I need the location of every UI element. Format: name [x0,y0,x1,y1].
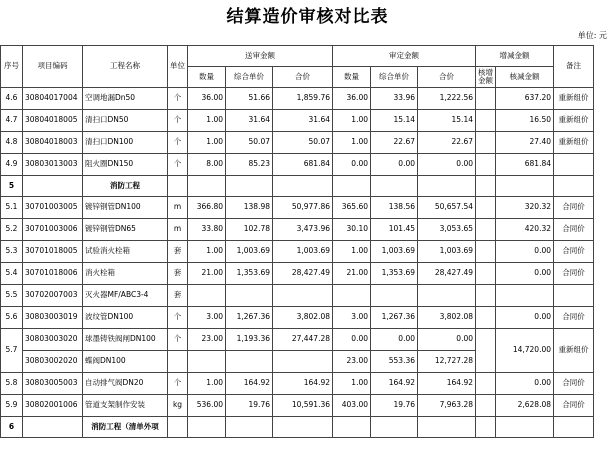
cell-approved-qty: 30.10 [333,219,371,241]
cell-sent-price: 1,353.69 [226,263,273,285]
cell-unit: 个 [168,373,188,395]
page-title: 结算造价审核对比表 [226,7,389,27]
cell-sent-price: 19.76 [226,395,273,417]
cell-sent-qty: 1.00 [188,241,226,263]
cell-unit: 个 [168,110,188,132]
cell-unit: 个 [168,307,188,329]
cell-unit: m [168,219,188,241]
cell-sent-qty: 1.00 [188,132,226,154]
cell-sent-total: 3,802.08 [273,307,333,329]
cell-approved-price: 33.96 [371,88,418,110]
cell-seq: 5.2 [1,219,23,241]
cell-approved-total: 164.92 [418,373,476,395]
cell-empty [418,176,476,197]
cell-approved-qty: 23.00 [333,351,371,373]
cell-code: 30803003020 [23,329,83,351]
cell-seq: 5.5 [1,285,23,307]
cell-remark [554,154,594,176]
cell-approved-total: 1,003.69 [418,241,476,263]
cell-verify-amount [476,110,496,132]
cell-sent-qty: 366.80 [188,197,226,219]
cell-unit: 套 [168,263,188,285]
cell-remark: 合同价 [554,263,594,285]
cell-sent-total: 164.92 [273,373,333,395]
cell-decrease-amount: 0.00 [496,241,554,263]
cell-approved-total: 0.00 [418,154,476,176]
cell-seq: 5.6 [1,307,23,329]
cell-name: 消防工程（清单外项 [83,417,168,438]
cell-sent-total: 1,003.69 [273,241,333,263]
cell-name: 镀锌钢管DN100 [83,197,168,219]
cell-name: 镀锌钢管DN65 [83,219,168,241]
cell-decrease-amount: 16.50 [496,110,554,132]
cell-seq: 5.9 [1,395,23,417]
cell-sent-total: 3,473.96 [273,219,333,241]
cell-seq: 6 [1,417,23,438]
cell-approved-total: 7,963.28 [418,395,476,417]
cell-unit: 套 [168,241,188,263]
header-unit: 单位 [168,46,188,88]
cell-name: 球墨铸铁阀闸DN100 [83,329,168,351]
cell-approved-price: 1,267.36 [371,307,418,329]
table-row [1,285,594,307]
cell-approved-qty: 1.00 [333,132,371,154]
header-approved-qty: 数量 [333,67,371,88]
cell-empty [371,417,418,438]
header-approved-group: 审定金额 [333,46,476,67]
table-row [1,154,594,176]
cell-approved-price: 1,003.69 [371,241,418,263]
cell-code: 30803013003 [23,154,83,176]
cell-empty [226,176,273,197]
cell-sent-total [273,351,333,373]
cell-remark: 合同价 [554,307,594,329]
cell-sent-price: 51.66 [226,88,273,110]
cell-approved-qty [333,285,371,307]
cell-remark [554,285,594,307]
cell-decrease-amount: 14,720.00 [496,329,554,373]
cell-decrease-amount: 420.32 [496,219,554,241]
cell-approved-qty: 403.00 [333,395,371,417]
cell-verify-amount [476,132,496,154]
cell-empty [273,176,333,197]
cell-approved-total: 50,657.54 [418,197,476,219]
cell-name: 空调地漏Dn50 [83,88,168,110]
cell-sent-price [226,351,273,373]
cell-code: 30803002020 [23,351,83,373]
cell-approved-qty: 21.00 [333,263,371,285]
header-change-group: 增减金额 [476,46,554,67]
cell-approved-total: 28,427.49 [418,263,476,285]
cell-verify-amount [476,285,496,307]
cell-name: 波纹管DN100 [83,307,168,329]
cell-sent-qty: 36.00 [188,88,226,110]
cell-verify-amount [476,197,496,219]
header-code: 项目编码 [23,46,83,88]
cell-sent-price: 102.78 [226,219,273,241]
cell-sent-total: 28,427.49 [273,263,333,285]
header-remark: 备注 [554,46,594,88]
cell-sent-qty: 23.00 [188,329,226,351]
cell-approved-price [371,285,418,307]
cell-name: 灭火器MF/ABC3-4 [83,285,168,307]
table-row [1,329,594,351]
cell-empty [226,417,273,438]
header-sent-group: 送审金额 [188,46,333,67]
cell-seq: 5.3 [1,241,23,263]
table-row [1,197,594,219]
cell-sent-total: 27,447.28 [273,329,333,351]
cell-approved-price: 22.67 [371,132,418,154]
cell-verify-amount [476,395,496,417]
cell-seq: 4.9 [1,154,23,176]
cell-sent-qty [188,285,226,307]
cell-code [23,417,83,438]
table-row [1,241,594,263]
cell-unit: 个 [168,132,188,154]
cell-seq: 5.1 [1,197,23,219]
table-row [1,219,594,241]
cell-unit [168,351,188,373]
cell-empty [476,417,496,438]
cell-sent-total: 1,859.76 [273,88,333,110]
cell-sent-price: 85.23 [226,154,273,176]
cell-sent-total: 50,977.86 [273,197,333,219]
cell-code: 30803005003 [23,373,83,395]
cell-empty [476,176,496,197]
cell-unit: 个 [168,154,188,176]
unit-label: 单位: 元 [577,31,607,40]
cell-sent-total: 31.64 [273,110,333,132]
header-seq: 序号 [1,46,23,88]
cell-seq: 4.7 [1,110,23,132]
cell-empty [273,417,333,438]
table-row [1,132,594,154]
cell-approved-price: 164.92 [371,373,418,395]
cell-approved-qty: 36.00 [333,88,371,110]
cell-decrease-amount: 637.20 [496,88,554,110]
cell-approved-qty: 365.60 [333,197,371,219]
cell-remark: 合同价 [554,241,594,263]
cell-remark: 重新组价 [554,329,594,373]
cell-approved-qty: 1.00 [333,110,371,132]
cell-sent-qty: 1.00 [188,373,226,395]
cell-verify-amount [476,241,496,263]
cell-approved-price: 101.45 [371,219,418,241]
cell-seq: 5 [1,176,23,197]
table-row [1,307,594,329]
table-row [1,395,594,417]
cell-name: 消防工程 [83,176,168,197]
cell-seq: 5.7 [1,329,23,373]
cell-sent-qty: 1.00 [188,110,226,132]
cell-decrease-amount: 0.00 [496,373,554,395]
cell-approved-price: 19.76 [371,395,418,417]
cell-code: 30701018005 [23,241,83,263]
cell-decrease-amount: 2,628.08 [496,395,554,417]
cell-code: 30804018005 [23,110,83,132]
cell-code: 30804018003 [23,132,83,154]
cell-remark: 合同价 [554,373,594,395]
cell-code: 30701003006 [23,219,83,241]
cell-name: 清扫口DN100 [83,132,168,154]
cell-empty [168,417,188,438]
cell-approved-price: 553.36 [371,351,418,373]
cell-sent-price: 1,003.69 [226,241,273,263]
header-decrease-amount: 核减金额 [496,67,554,88]
cell-approved-qty: 0.00 [333,154,371,176]
cell-code: 30701018006 [23,263,83,285]
cell-name: 管道支架制作安装 [83,395,168,417]
cell-verify-amount [476,373,496,395]
cell-sent-price: 138.98 [226,197,273,219]
cell-approved-total: 3,802.08 [418,307,476,329]
cell-remark: 合同价 [554,197,594,219]
cell-approved-price: 138.56 [371,197,418,219]
cell-code: 30701003005 [23,197,83,219]
cell-unit: 个 [168,88,188,110]
cell-unit: m [168,197,188,219]
table-row [1,110,594,132]
header-sent-price: 综合单价 [226,67,273,88]
cell-name: 蝶阀DN100 [83,351,168,373]
cell-verify-amount [476,307,496,329]
cell-seq: 5.8 [1,373,23,395]
cell-seq: 5.4 [1,263,23,285]
cell-decrease-amount: 0.00 [496,263,554,285]
cell-empty [554,176,594,197]
cell-sent-price: 1,193.36 [226,329,273,351]
cell-decrease-amount: 320.32 [496,197,554,219]
cell-approved-price: 1,353.69 [371,263,418,285]
cell-empty [188,417,226,438]
cell-sent-total: 681.84 [273,154,333,176]
cell-code [23,176,83,197]
cell-sent-qty: 3.00 [188,307,226,329]
cell-verify-amount [476,263,496,285]
cell-empty [496,417,554,438]
cell-empty [333,417,371,438]
cell-empty [418,417,476,438]
table-row [1,263,594,285]
header-sent-total: 合价 [273,67,333,88]
header-approved-total: 合价 [418,67,476,88]
cell-seq: 4.6 [1,88,23,110]
cell-decrease-amount [496,285,554,307]
audit-comparison-table [0,45,594,438]
cell-code: 30803003019 [23,307,83,329]
cell-remark: 合同价 [554,395,594,417]
cell-sent-qty: 21.00 [188,263,226,285]
cell-approved-price: 0.00 [371,154,418,176]
cell-decrease-amount: 0.00 [496,307,554,329]
cell-approved-qty: 1.00 [333,373,371,395]
cell-code: 30702007003 [23,285,83,307]
cell-empty [496,176,554,197]
cell-remark: 重新组价 [554,132,594,154]
cell-code: 30804017004 [23,88,83,110]
cell-sent-qty: 536.00 [188,395,226,417]
cell-code: 30802001006 [23,395,83,417]
cell-seq: 4.8 [1,132,23,154]
cell-approved-qty: 1.00 [333,241,371,263]
cell-approved-price: 0.00 [371,329,418,351]
cell-sent-qty: 33.80 [188,219,226,241]
cell-unit: 套 [168,285,188,307]
cell-remark: 重新组价 [554,88,594,110]
cell-decrease-amount: 27.40 [496,132,554,154]
cell-verify-amount [476,154,496,176]
cell-sent-price: 50.07 [226,132,273,154]
section-row [1,417,594,438]
cell-sent-price: 1,267.36 [226,307,273,329]
cell-approved-price: 15.14 [371,110,418,132]
cell-name: 清扫口DN50 [83,110,168,132]
cell-approved-total: 1,222.56 [418,88,476,110]
cell-verify-amount [476,329,496,373]
cell-approved-total [418,285,476,307]
cell-unit: 个 [168,329,188,351]
cell-approved-total: 15.14 [418,110,476,132]
cell-sent-price: 31.64 [226,110,273,132]
cell-sent-total [273,285,333,307]
cell-empty [371,176,418,197]
cell-sent-qty: 8.00 [188,154,226,176]
cell-sent-total: 10,591.36 [273,395,333,417]
cell-approved-total: 22.67 [418,132,476,154]
header-name: 工程名称 [83,46,168,88]
table-row [1,88,594,110]
cell-sent-price [226,285,273,307]
cell-remark: 重新组价 [554,110,594,132]
cell-approved-qty: 3.00 [333,307,371,329]
cell-approved-total: 12,727.28 [418,351,476,373]
cell-unit [168,176,188,197]
cell-empty [333,176,371,197]
header-approved-price: 综合单价 [371,67,418,88]
cell-unit: kg [168,395,188,417]
cell-name: 自动排气阀DN20 [83,373,168,395]
cell-approved-total: 3,053.65 [418,219,476,241]
cell-sent-qty [188,351,226,373]
cell-decrease-amount: 681.84 [496,154,554,176]
cell-empty [554,417,594,438]
cell-name: 消火栓箱 [83,263,168,285]
cell-empty [188,176,226,197]
header-sent-qty: 数量 [188,67,226,88]
cell-name: 阻火圈DN150 [83,154,168,176]
cell-remark: 合同价 [554,219,594,241]
cell-verify-amount [476,88,496,110]
table-row [1,373,594,395]
cell-approved-total: 0.00 [418,329,476,351]
cell-approved-qty: 0.00 [333,329,371,351]
header-verify-amount: 核增金额 [476,67,496,88]
cell-sent-total: 50.07 [273,132,333,154]
section-row [1,176,594,197]
cell-sent-price: 164.92 [226,373,273,395]
cell-name: 试验消火栓箱 [83,241,168,263]
cell-verify-amount [476,219,496,241]
